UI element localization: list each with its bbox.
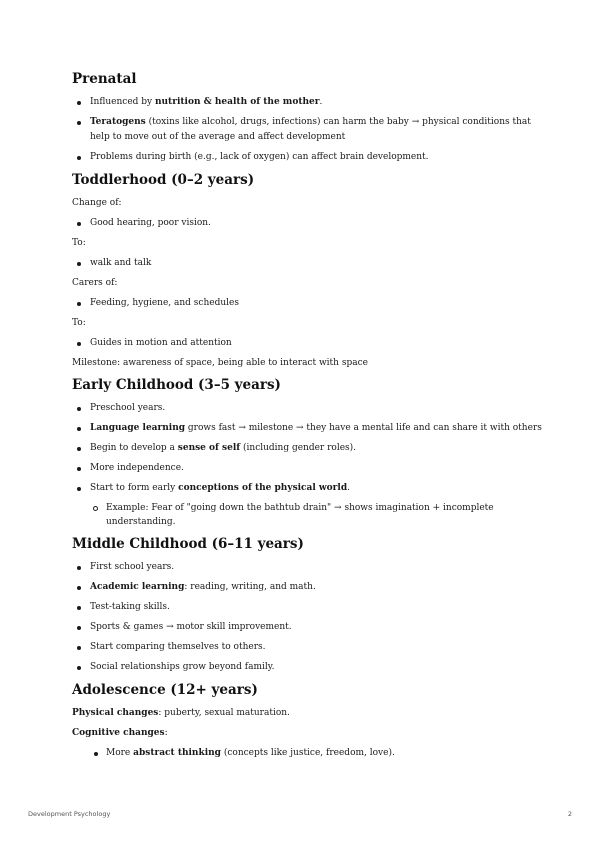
list-item: Social relationships grow beyond family. [72,660,542,675]
page-number: 2 [567,810,572,818]
heading-prenatal: Prenatal [72,71,137,87]
list-item: Good hearing, poor vision. [72,216,542,231]
list-item: First school years. [72,560,542,575]
heading-adolescence: Adolescence (12+ years) [72,682,258,698]
document-page [72,70,542,767]
to-label: To: [72,318,86,328]
list-item: Teratogens (toxins like alcohol, drugs, infections) can harm the baby → physical conditions that help to move out of the average and affect development [72,115,542,145]
list-item: Influenced by nutrition & health of the mother. [72,95,542,110]
section-early-childhood [72,376,542,529]
sub-list-item: More abstract thinking (concepts like justice, freedom, love). [72,746,542,761]
carers-label: Carers of: [72,278,118,288]
list-item: Guides in motion and attention [72,336,542,351]
footer-title: Development Psychology [28,810,111,818]
list-item: Problems during birth (e.g., lack of oxygen) can affect brain development. [72,150,542,165]
list-item: Preschool years. [72,401,542,416]
list-item: Start to form early conceptions of the physical world. [72,481,542,496]
list-item: More independence. [72,461,542,476]
change-label: Change of: [72,198,122,208]
page-footer [28,810,572,818]
physical-changes: Physical changes: puberty, sexual maturation. [72,708,290,718]
list-item: Begin to develop a sense of self (including gender roles). [72,441,542,456]
list-prenatal [72,95,542,165]
sub-list-item: Example: Fear of "going down the bathtub drain" → shows imagination + incomplete understanding. [72,501,542,529]
list-middle [72,560,542,675]
section-adolescence [72,681,542,761]
section-toddlerhood [72,171,542,370]
list-item: Sports & games → motor skill improvement. [72,620,542,635]
list-item: Feeding, hygiene, and schedules [72,296,542,311]
list-item: walk and talk [72,256,542,271]
list-item: Academic learning: reading, writing, and math. [72,580,542,595]
list-item: Start comparing themselves to others. [72,640,542,655]
heading-toddlerhood: Toddlerhood (0–2 years) [72,172,255,188]
to-label: To: [72,238,86,248]
milestone-text: Milestone: awareness of space, being able to interact with space [72,358,368,368]
list-item: Language learning grows fast → milestone → they have a mental life and can share it with others [72,421,542,436]
section-prenatal [72,70,542,165]
heading-early-childhood: Early Childhood (3–5 years) [72,377,281,393]
list-item: Test-taking skills. [72,600,542,615]
cognitive-changes: Cognitive changes: [72,728,168,738]
list-early [72,401,542,529]
section-middle-childhood [72,535,542,675]
heading-middle-childhood: Middle Childhood (6–11 years) [72,536,304,552]
